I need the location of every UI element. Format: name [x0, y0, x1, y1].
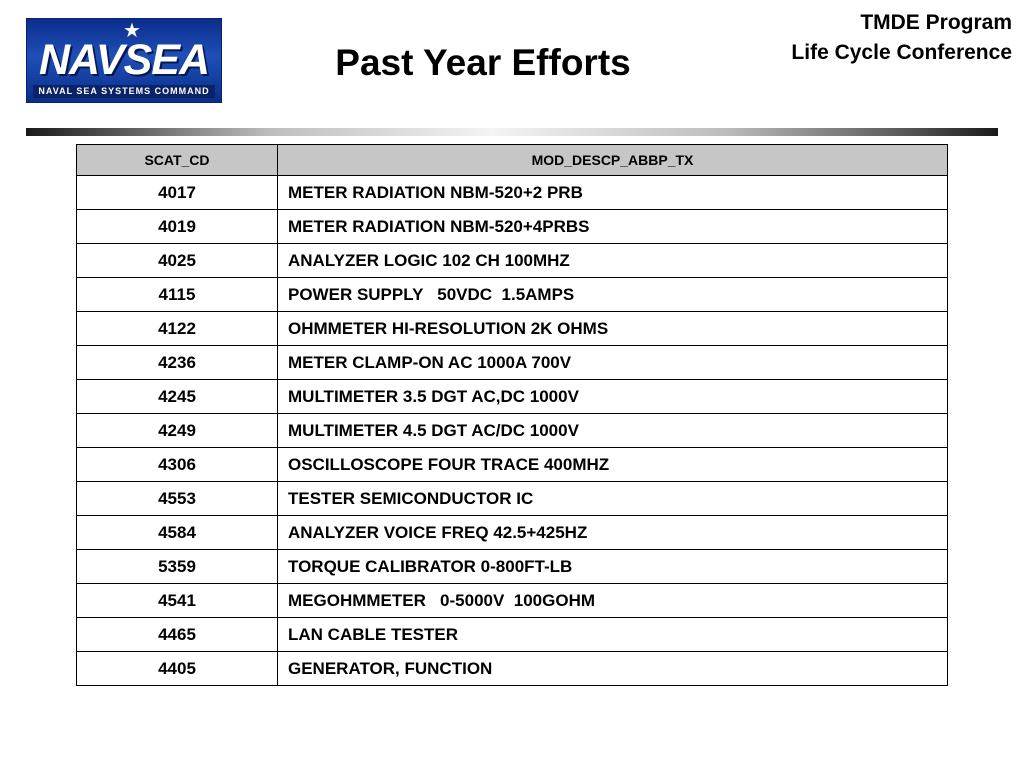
logo-wordmark: NAVSEA	[38, 36, 209, 84]
description-cell: ANALYZER VOICE FREQ 42.5+425HZ	[278, 516, 948, 550]
description-cell: GENERATOR, FUNCTION	[278, 652, 948, 686]
scat-code-cell: 4019	[77, 210, 278, 244]
scat-code-cell: 4236	[77, 346, 278, 380]
description-cell: LAN CABLE TESTER	[278, 618, 948, 652]
table-row	[77, 278, 948, 312]
description-cell: TORQUE CALIBRATOR 0-800FT-LB	[278, 550, 948, 584]
description-cell: METER RADIATION NBM-520+2 PRB	[278, 176, 948, 210]
column-header-mod-descp: MOD_DESCP_ABBP_TX	[278, 145, 948, 176]
scat-code-cell: 4122	[77, 312, 278, 346]
table-row	[77, 244, 948, 278]
scat-code-cell: 4306	[77, 448, 278, 482]
conference-title-line2: Life Cycle Conference	[791, 41, 1012, 64]
table-row	[77, 482, 948, 516]
table-header-row	[77, 145, 948, 176]
description-cell: POWER SUPPLY 50VDC 1.5AMPS	[278, 278, 948, 312]
table-row	[77, 516, 948, 550]
description-cell: MULTIMETER 4.5 DGT AC/DC 1000V	[278, 414, 948, 448]
logo-subtitle: NAVAL SEA SYSTEMS COMMAND	[33, 85, 215, 98]
scat-code-cell: 4584	[77, 516, 278, 550]
table-row	[77, 312, 948, 346]
description-cell: ANALYZER LOGIC 102 CH 100MHZ	[278, 244, 948, 278]
navsea-logo	[26, 18, 222, 103]
header-divider	[26, 128, 998, 136]
scat-code-cell: 4405	[77, 652, 278, 686]
efforts-table	[76, 144, 948, 686]
scat-code-cell: 4017	[77, 176, 278, 210]
description-cell: METER RADIATION NBM-520+4PRBS	[278, 210, 948, 244]
table-row	[77, 550, 948, 584]
scat-code-cell: 4249	[77, 414, 278, 448]
description-cell: TESTER SEMICONDUCTOR IC	[278, 482, 948, 516]
conference-title	[791, 8, 1012, 68]
table-row	[77, 380, 948, 414]
table-row	[77, 346, 948, 380]
scat-code-cell: 4025	[77, 244, 278, 278]
description-cell: OHMMETER HI-RESOLUTION 2K OHMS	[278, 312, 948, 346]
scat-code-cell: 4465	[77, 618, 278, 652]
page-title: Past Year Efforts	[335, 42, 631, 83]
scat-code-cell: 4541	[77, 584, 278, 618]
scat-code-cell: 4245	[77, 380, 278, 414]
description-cell: OSCILLOSCOPE FOUR TRACE 400MHZ	[278, 448, 948, 482]
scat-code-cell: 5359	[77, 550, 278, 584]
table-row	[77, 618, 948, 652]
description-cell: MULTIMETER 3.5 DGT AC,DC 1000V	[278, 380, 948, 414]
conference-title-line1: TMDE Program	[860, 11, 1012, 34]
star-icon: ★	[123, 20, 141, 42]
table-row	[77, 652, 948, 686]
table-row	[77, 448, 948, 482]
table-row	[77, 210, 948, 244]
scat-code-cell: 4553	[77, 482, 278, 516]
table-row	[77, 176, 948, 210]
description-cell: MEGOHMMETER 0-5000V 100GOHM	[278, 584, 948, 618]
table-row	[77, 584, 948, 618]
scat-code-cell: 4115	[77, 278, 278, 312]
column-header-scat-cd: SCAT_CD	[77, 145, 278, 176]
description-cell: METER CLAMP-ON AC 1000A 700V	[278, 346, 948, 380]
table-row	[77, 414, 948, 448]
